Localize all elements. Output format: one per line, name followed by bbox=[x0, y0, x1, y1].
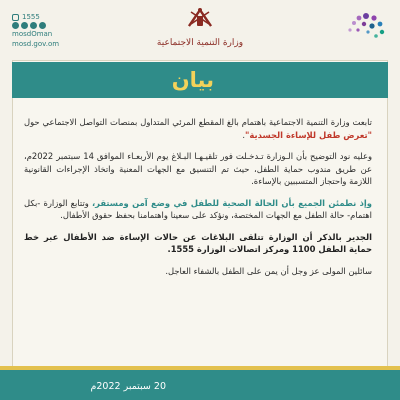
paragraph-1-text: تابعت وزارة التنمية الاجتماعية باهتمام بالغ المقطع المرئي المتداول بمنصات التواصل الاجتماعي حول bbox=[24, 117, 372, 127]
twitter-icon[interactable] bbox=[12, 22, 19, 29]
statement-date: 20 سبتمبر 2022م bbox=[90, 381, 166, 392]
paragraph-1-end: . bbox=[242, 129, 246, 140]
ministry-emblem-block bbox=[150, 4, 250, 48]
youtube-icon[interactable] bbox=[39, 22, 46, 29]
phone-row[interactable] bbox=[12, 12, 112, 22]
contact-info bbox=[12, 12, 112, 49]
ministry-name: وزارة التنمية الاجتماعية bbox=[156, 38, 244, 48]
paragraph-5: سائلين المولى عز وجل أن يمن على الطفل بالشفاء العاجل. bbox=[165, 265, 372, 276]
phone-icon bbox=[12, 14, 19, 21]
paragraph-1 bbox=[24, 116, 372, 141]
phone-number: 1555 bbox=[22, 13, 40, 21]
social-row[interactable] bbox=[12, 22, 112, 29]
paragraph-4: الجدير بالذكر أن الوزارة تتلقى البلاغات عن حالات الإساءة ضد الأطفال عبر خط حماية الطفل 1100 ومركز اتصالات الوزارة 1555. bbox=[24, 231, 372, 254]
sustainability-logo-icon bbox=[328, 6, 388, 56]
website-link[interactable]: mosd.gov.om bbox=[12, 40, 60, 48]
website-row[interactable] bbox=[12, 39, 112, 49]
instagram-icon[interactable] bbox=[21, 22, 28, 29]
handle-row[interactable] bbox=[12, 29, 112, 39]
facebook-icon[interactable] bbox=[30, 22, 37, 29]
paragraph-3-text: وتتابع الوزارة -بكل اهتمام- حالة الطفل مع الجهات المختصة، ونؤكد على سعينا واهتمامنا بحفظ حقوق الأطفال. bbox=[24, 197, 372, 220]
statement-title: بيان bbox=[171, 68, 214, 92]
paragraph-1-quote: "تعرض طفل للإساءة الجسدية" bbox=[245, 129, 372, 140]
paragraph-3 bbox=[24, 197, 372, 222]
paragraph-2: وعليه نود التوضيح بأن الـوزارة تـدخـلت فور تلقيـهـا البـلاغ يوم الأربعـاء الموافق 14 سبتمبر 2022م، عن طريق مندوب حماية الطفل، حيث تم التنسيق مع الجهات المعنية واتخاذ الإجراءات القانونية اللازمة واحتجاز المتسببين بالإساءة. bbox=[24, 151, 372, 186]
social-icons bbox=[12, 22, 46, 29]
social-handle: mosdOman bbox=[12, 30, 53, 38]
statement-body bbox=[24, 116, 372, 286]
oman-emblem-icon bbox=[183, 4, 217, 32]
footer-bar bbox=[0, 370, 400, 400]
paragraph-3-heading: وإذ نطمئن الجميع بأن الحالة الصحية للطفل في وضع آمن ومستقر، bbox=[91, 197, 372, 208]
